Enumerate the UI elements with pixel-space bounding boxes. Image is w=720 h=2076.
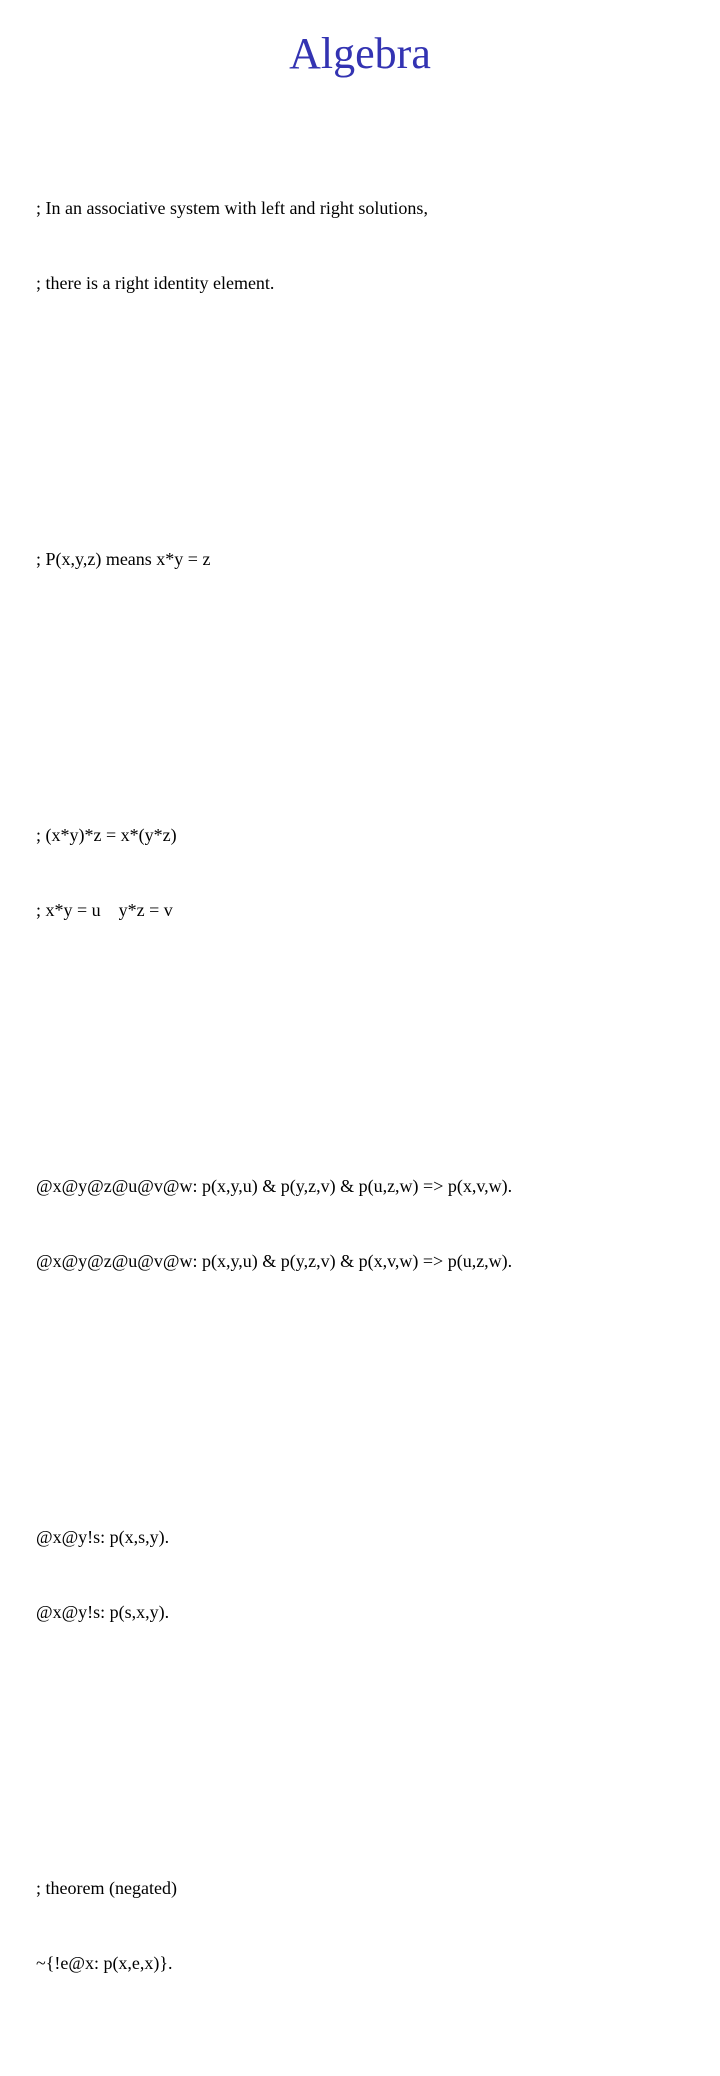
spacer xyxy=(36,672,706,698)
slide-body xyxy=(36,96,706,2076)
text-line: ; P(x,y,z) means x*y = z xyxy=(36,549,211,569)
spacer xyxy=(36,396,706,422)
text-line: ; there is a right identity element. xyxy=(36,273,275,293)
comment-block-definition xyxy=(36,497,706,622)
comment-block-associativity xyxy=(36,773,706,973)
formula-line: ~{!e@x: p(x,e,x)}. xyxy=(36,1953,173,1973)
text-line: ; x*y = u y*z = v xyxy=(36,900,173,920)
formula-line: @x@y@z@u@v@w: p(x,y,u) & p(y,z,v) & p(x,v,w) => p(u,z,w). xyxy=(36,1251,513,1271)
comment-block-intro xyxy=(36,146,706,346)
theorem-block xyxy=(36,1826,706,2026)
text-line: ; In an associative system with left and right solutions, xyxy=(36,198,428,218)
spacer xyxy=(36,1023,706,1049)
formula-block-solutions xyxy=(36,1475,706,1675)
text-line: ; theorem (negated) xyxy=(36,1878,177,1898)
text-line: ; (x*y)*z = x*(y*z) xyxy=(36,825,177,845)
formula-line: @x@y@z@u@v@w: p(x,y,u) & p(y,z,v) & p(u,z,w) => p(x,v,w). xyxy=(36,1176,513,1196)
slide-title: Algebra xyxy=(289,29,431,78)
spacer xyxy=(36,1725,706,1751)
formula-line: @x@y!s: p(s,x,y). xyxy=(36,1602,170,1622)
formula-line: @x@y!s: p(x,s,y). xyxy=(36,1527,170,1547)
formula-block-associativity xyxy=(36,1124,706,1324)
spacer xyxy=(36,1374,706,1400)
